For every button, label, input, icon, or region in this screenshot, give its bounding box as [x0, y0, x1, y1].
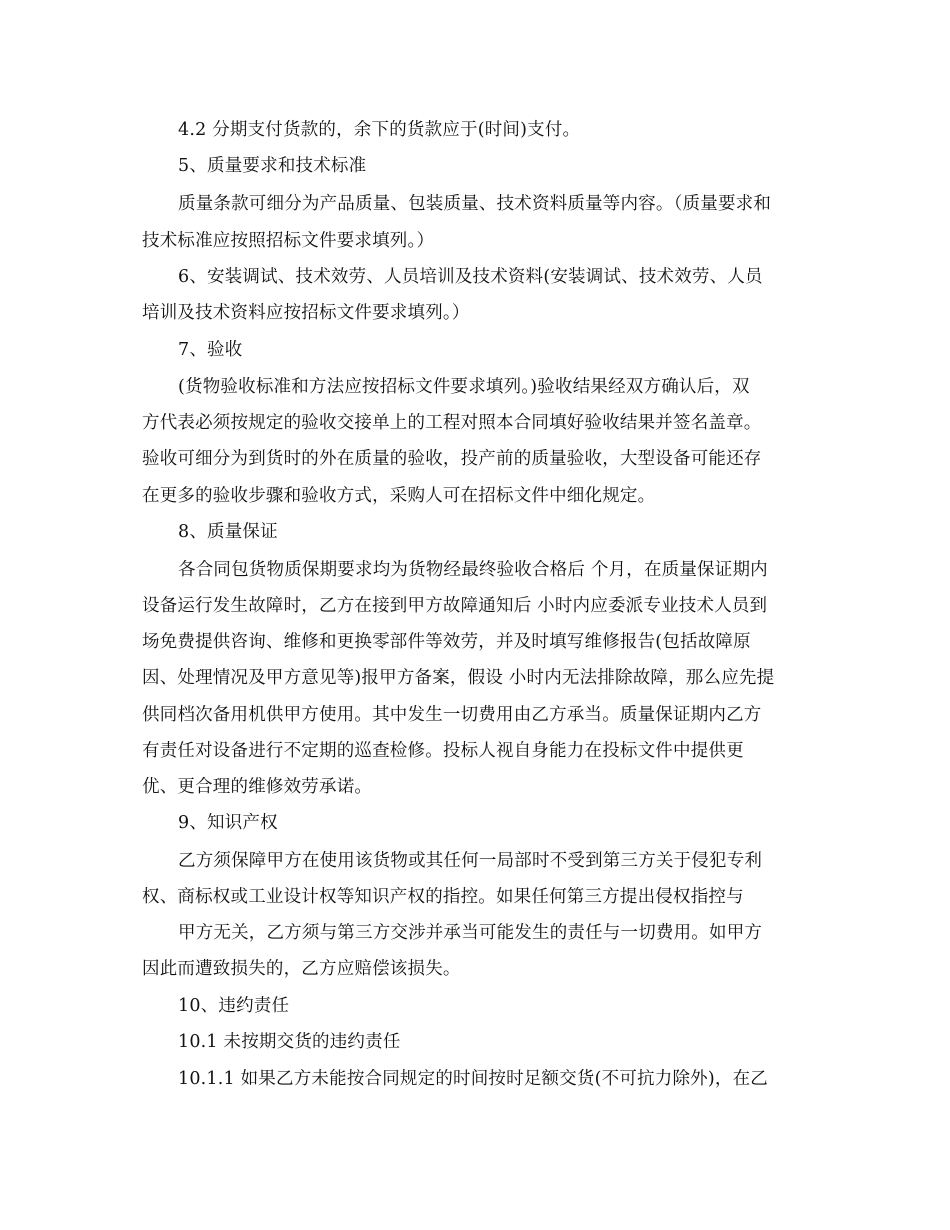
clause-10-1-heading: 10.1 未按期交货的违约责任 [178, 1032, 401, 1052]
section-8-heading: 8、质量保证 [178, 522, 278, 542]
paragraph-line: 甲方无关，乙方须与第三方交涉并承当可能发生的责任与一切费用。如甲方 [178, 923, 763, 943]
paragraph-line: 优、更合理的维修效劳承诺。 [142, 777, 373, 797]
paragraph-line: 有责任对设备进行不定期的巡查检修。投标人视自身能力在投标文件中提供更 [142, 741, 744, 761]
paragraph-line: 乙方须保障甲方在使用该货物或其任何一局部时不受到第三方关于侵犯专利 [178, 851, 763, 871]
paragraph-line: 方代表必须按规定的验收交接单上的工程对照本合同填好验收结果并签名盖章。 [142, 413, 762, 433]
paragraph-line: 设备运行发生故障时，乙方在接到甲方故障通知后 小时内应委派专业技术人员到 [142, 596, 768, 616]
paragraph-line: 权、商标权或工业设计权等知识产权的指控。如果任何第三方提出侵权指控与 [142, 887, 744, 907]
section-10-heading: 10、违约责任 [178, 996, 290, 1016]
section-9-heading: 9、知识产权 [178, 813, 278, 833]
paragraph-line: 因此而遭致损失的，乙方应赔偿该损失。 [142, 959, 461, 979]
section-6-heading: 6、安装调试、技术效劳、人员培训及技术资料(安装调试、技术效劳、人员 [178, 267, 763, 287]
paragraph-line: 培训及技术资料应按招标文件要求填列。） [142, 303, 470, 323]
paragraph-line: (货物验收标准和方法应按招标文件要求填列。)验收结果经双方确认后，双 [178, 377, 750, 397]
paragraph-line: 质量条款可细分为产品质量、包装质量、技术资料质量等内容。（质量要求和 [178, 194, 772, 214]
paragraph-line: 验收可细分为到货时的外在质量的验收，投产前的质量验收，大型设备可能还存 [142, 449, 762, 469]
paragraph-line: 各合同包货物质保期要求均为货物经最终验收合格后 个月，在质量保证期内 [178, 560, 768, 580]
section-7-heading: 7、验收 [178, 340, 243, 360]
paragraph-line: 供同档次备用机供甲方使用。其中发生一切费用由乙方承当。质量保证期内乙方 [142, 705, 762, 725]
section-5-heading: 5、质量要求和技术标准 [178, 156, 367, 176]
clause-10-1-1-line: 10.1.1 如果乙方未能按合同规定的时间按时足额交货(不可抗力除外)，在乙 [178, 1069, 768, 1089]
paragraph-line: 场免费提供咨询、维修和更换零部件等效劳，并及时填写维修报告(包括故障原 [142, 632, 751, 652]
paragraph-line: 因、处理情况及甲方意见等)报甲方备案，假设 小时内无法排除故障，那么应先提 [142, 668, 775, 688]
paragraph-line: 技术标准应按照招标文件要求填列。） [142, 231, 435, 251]
clause-4-2-line: 4.2 分期支付货款的，余下的货款应于(时间)支付。 [178, 120, 581, 140]
paragraph-line: 在更多的验收步骤和验收方式，采购人可在招标文件中细化规定。 [142, 486, 656, 506]
